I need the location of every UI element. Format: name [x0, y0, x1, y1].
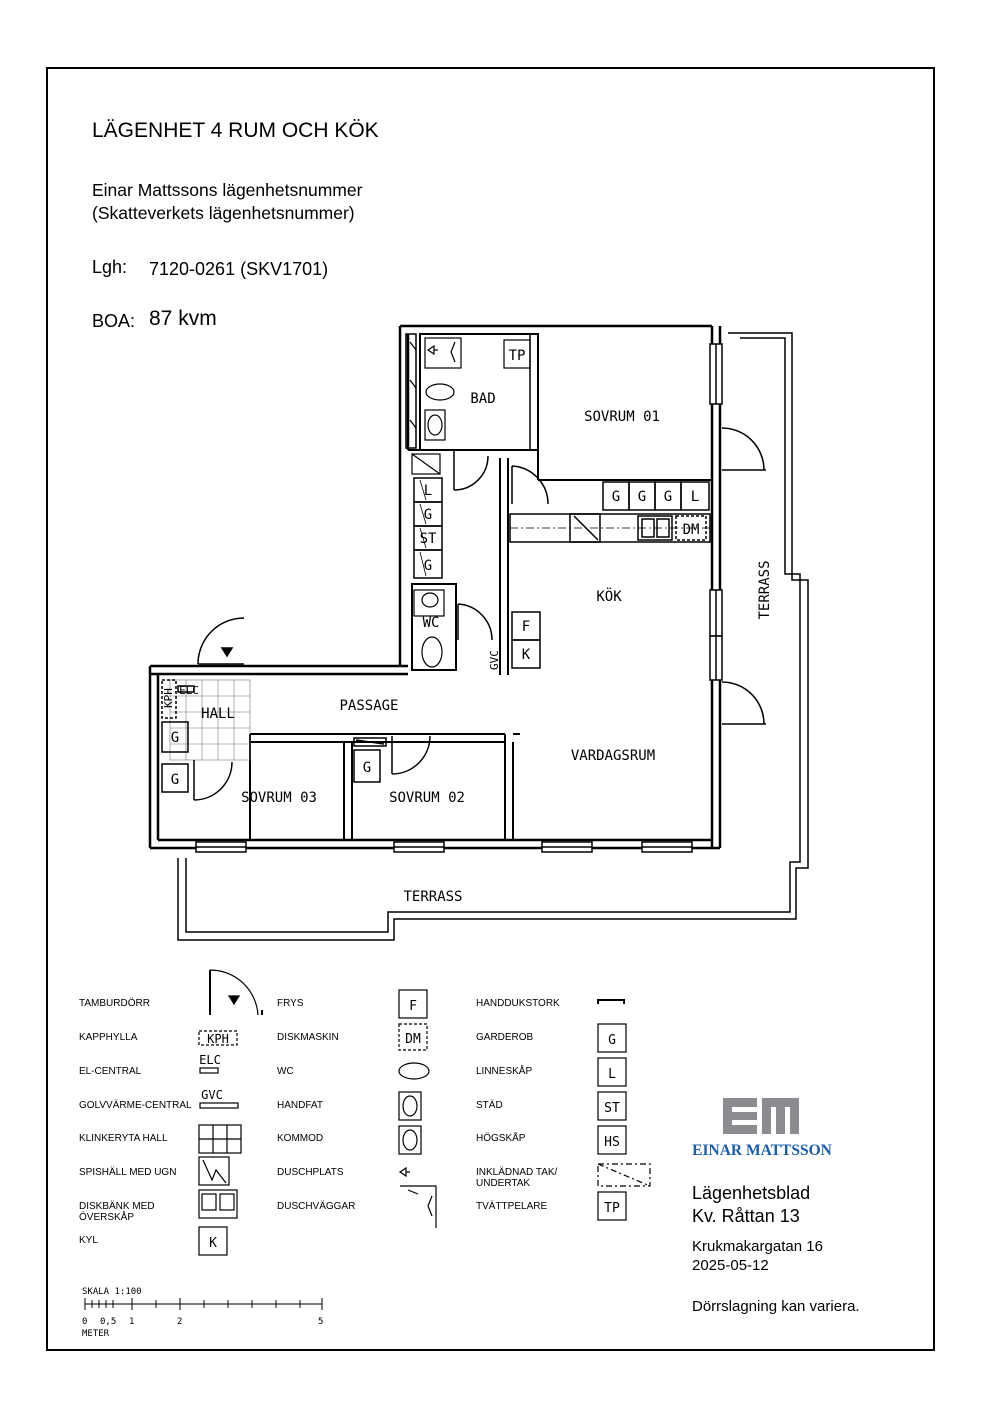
legend-stad: STÄD: [476, 1100, 503, 1111]
legend-diskmaskin: DISKMASKIN: [277, 1032, 339, 1043]
boa-label: BOA:: [92, 311, 136, 331]
scale-tick-1: 1: [129, 1317, 135, 1327]
wardrobe-label: G: [423, 558, 433, 574]
lgh-label: Lgh:: [92, 257, 128, 277]
elc-label: ELC: [179, 684, 199, 697]
room-sovrum-01: SOVRUM 01: [584, 409, 660, 425]
legend-undertak: UNDERTAK: [476, 1178, 531, 1189]
company-logo: [690, 1096, 835, 1160]
legend-symbol-letters: [199, 999, 620, 1251]
sheet-type: Lägenhetsblad: [692, 1183, 811, 1203]
legend-tp-letters: TP: [604, 1201, 620, 1216]
legend-kyl: KYL: [79, 1235, 98, 1246]
legend-linneskap: LINNESKÅP: [476, 1066, 533, 1077]
legend-inkladnad: INKLÄDNAD TAK/: [476, 1167, 558, 1178]
scale-bar: [85, 1298, 322, 1310]
room-labels: [201, 391, 773, 905]
legend-spishall: SPISHÄLL MED UGN: [79, 1167, 177, 1178]
legend-tvattpelare: TVÄTTPELARE: [476, 1201, 548, 1212]
boa-value: 87 kvm: [149, 307, 217, 330]
scale-tick-05: 0,5: [100, 1317, 117, 1327]
scale-tick-2: 2: [177, 1317, 183, 1327]
dishwasher-label: DM: [682, 522, 700, 538]
legend-kph-letters: KPH: [207, 1032, 229, 1046]
wardrobe-label: G: [663, 489, 673, 505]
legend-l-letter: L: [608, 1067, 616, 1082]
apartment-number-label: Einar Mattssons lägenhetsnummer: [92, 180, 363, 200]
legend-frys: FRYS: [277, 998, 304, 1009]
legend-duschvaggar: DUSCHVÄGGAR: [277, 1201, 356, 1212]
room-sovrum-02: SOVRUM 02: [389, 790, 465, 806]
legend-gvc-letters: GVC: [201, 1088, 223, 1102]
legend-diskbank: DISKBÄNK MED: [79, 1201, 155, 1212]
room-bad: BAD: [470, 391, 496, 407]
tax-number-label: (Skatteverkets lägenhetsnummer): [92, 203, 355, 223]
fridge-label: K: [521, 647, 531, 663]
wardrobe-label: G: [362, 760, 372, 776]
legend-duschplats: DUSCHPLATS: [277, 1167, 344, 1178]
street-address: Krukmakargatan 16: [692, 1238, 823, 1255]
legend-el-central: EL-CENTRAL: [79, 1066, 142, 1077]
freezer-label: F: [521, 619, 531, 635]
legend-handfat: HANDFAT: [277, 1100, 323, 1111]
room-terrass-south: TERRASS: [403, 889, 463, 905]
wardrobe-label: G: [423, 507, 433, 523]
legend-kommod: KOMMOD: [277, 1133, 324, 1144]
scale-unit: METER: [82, 1329, 110, 1339]
legend-garderob: GARDEROB: [476, 1032, 534, 1043]
legend-dm-letters: DM: [405, 1032, 421, 1047]
tp-label: TP: [508, 348, 526, 364]
legend-elc-letters: ELC: [199, 1053, 221, 1067]
cleaning-closet-label: ST: [419, 531, 437, 547]
legend-overskap: ÖVERSKÅP: [79, 1212, 135, 1223]
lgh-value: 7120-0261 (SKV1701): [149, 259, 329, 279]
room-hall: HALL: [201, 706, 235, 722]
room-wc: WC: [422, 615, 440, 631]
room-terrass-east: TERRASS: [757, 560, 773, 620]
sheet-date: 2025-05-12: [692, 1257, 769, 1274]
wardrobe-label: G: [170, 772, 180, 788]
scale-title: SKALA 1:100: [82, 1287, 142, 1297]
room-passage: PASSAGE: [339, 698, 399, 714]
door-note: Dörrslagning kan variera.: [692, 1298, 860, 1315]
legend-g-letter: G: [608, 1033, 616, 1048]
legend-kapphylla: KAPPHYLLA: [79, 1032, 138, 1043]
legend-f-letter: F: [409, 999, 417, 1014]
property-name: Kv. Råttan 13: [692, 1206, 800, 1226]
kph-label: KPH: [162, 688, 175, 708]
legend-klinker: KLINKERYTA HALL: [79, 1133, 168, 1144]
linen-label: L: [690, 489, 700, 505]
apartment-title: LÄGENHET 4 RUM OCH KÖK: [92, 119, 379, 142]
legend-handdukstork: HANDDUKSTORK: [476, 998, 560, 1009]
legend-symbols: [199, 970, 650, 1255]
linen-label: L: [423, 483, 433, 499]
wardrobe-label: G: [637, 489, 647, 505]
legend-hogskap: HÖGSKÅP: [476, 1133, 526, 1144]
gvc-label: GVC: [488, 650, 501, 670]
legend-hs-letters: HS: [604, 1135, 620, 1150]
scale-tick-0: 0: [82, 1317, 88, 1327]
wardrobe-label: G: [170, 730, 180, 746]
room-sovrum-03: SOVRUM 03: [241, 790, 317, 806]
doors: [194, 428, 766, 800]
room-vardagsrum: VARDAGSRUM: [570, 748, 656, 764]
legend-k-letter: K: [209, 1236, 217, 1251]
logo-text: EINAR MATTSSON: [692, 1142, 832, 1159]
walls: [150, 326, 720, 848]
legend-st-letters: ST: [604, 1101, 620, 1116]
legend-tamburdorr: TAMBURDÖRR: [79, 998, 150, 1009]
scale-tick-5: 5: [318, 1317, 324, 1327]
wardrobe-label: G: [611, 489, 621, 505]
scale-labels: [82, 1287, 323, 1339]
room-kok: KÖK: [596, 589, 622, 605]
legend-wc: WC: [277, 1066, 294, 1077]
legend-golvvarme: GOLVVÄRME-CENTRAL: [79, 1100, 192, 1111]
